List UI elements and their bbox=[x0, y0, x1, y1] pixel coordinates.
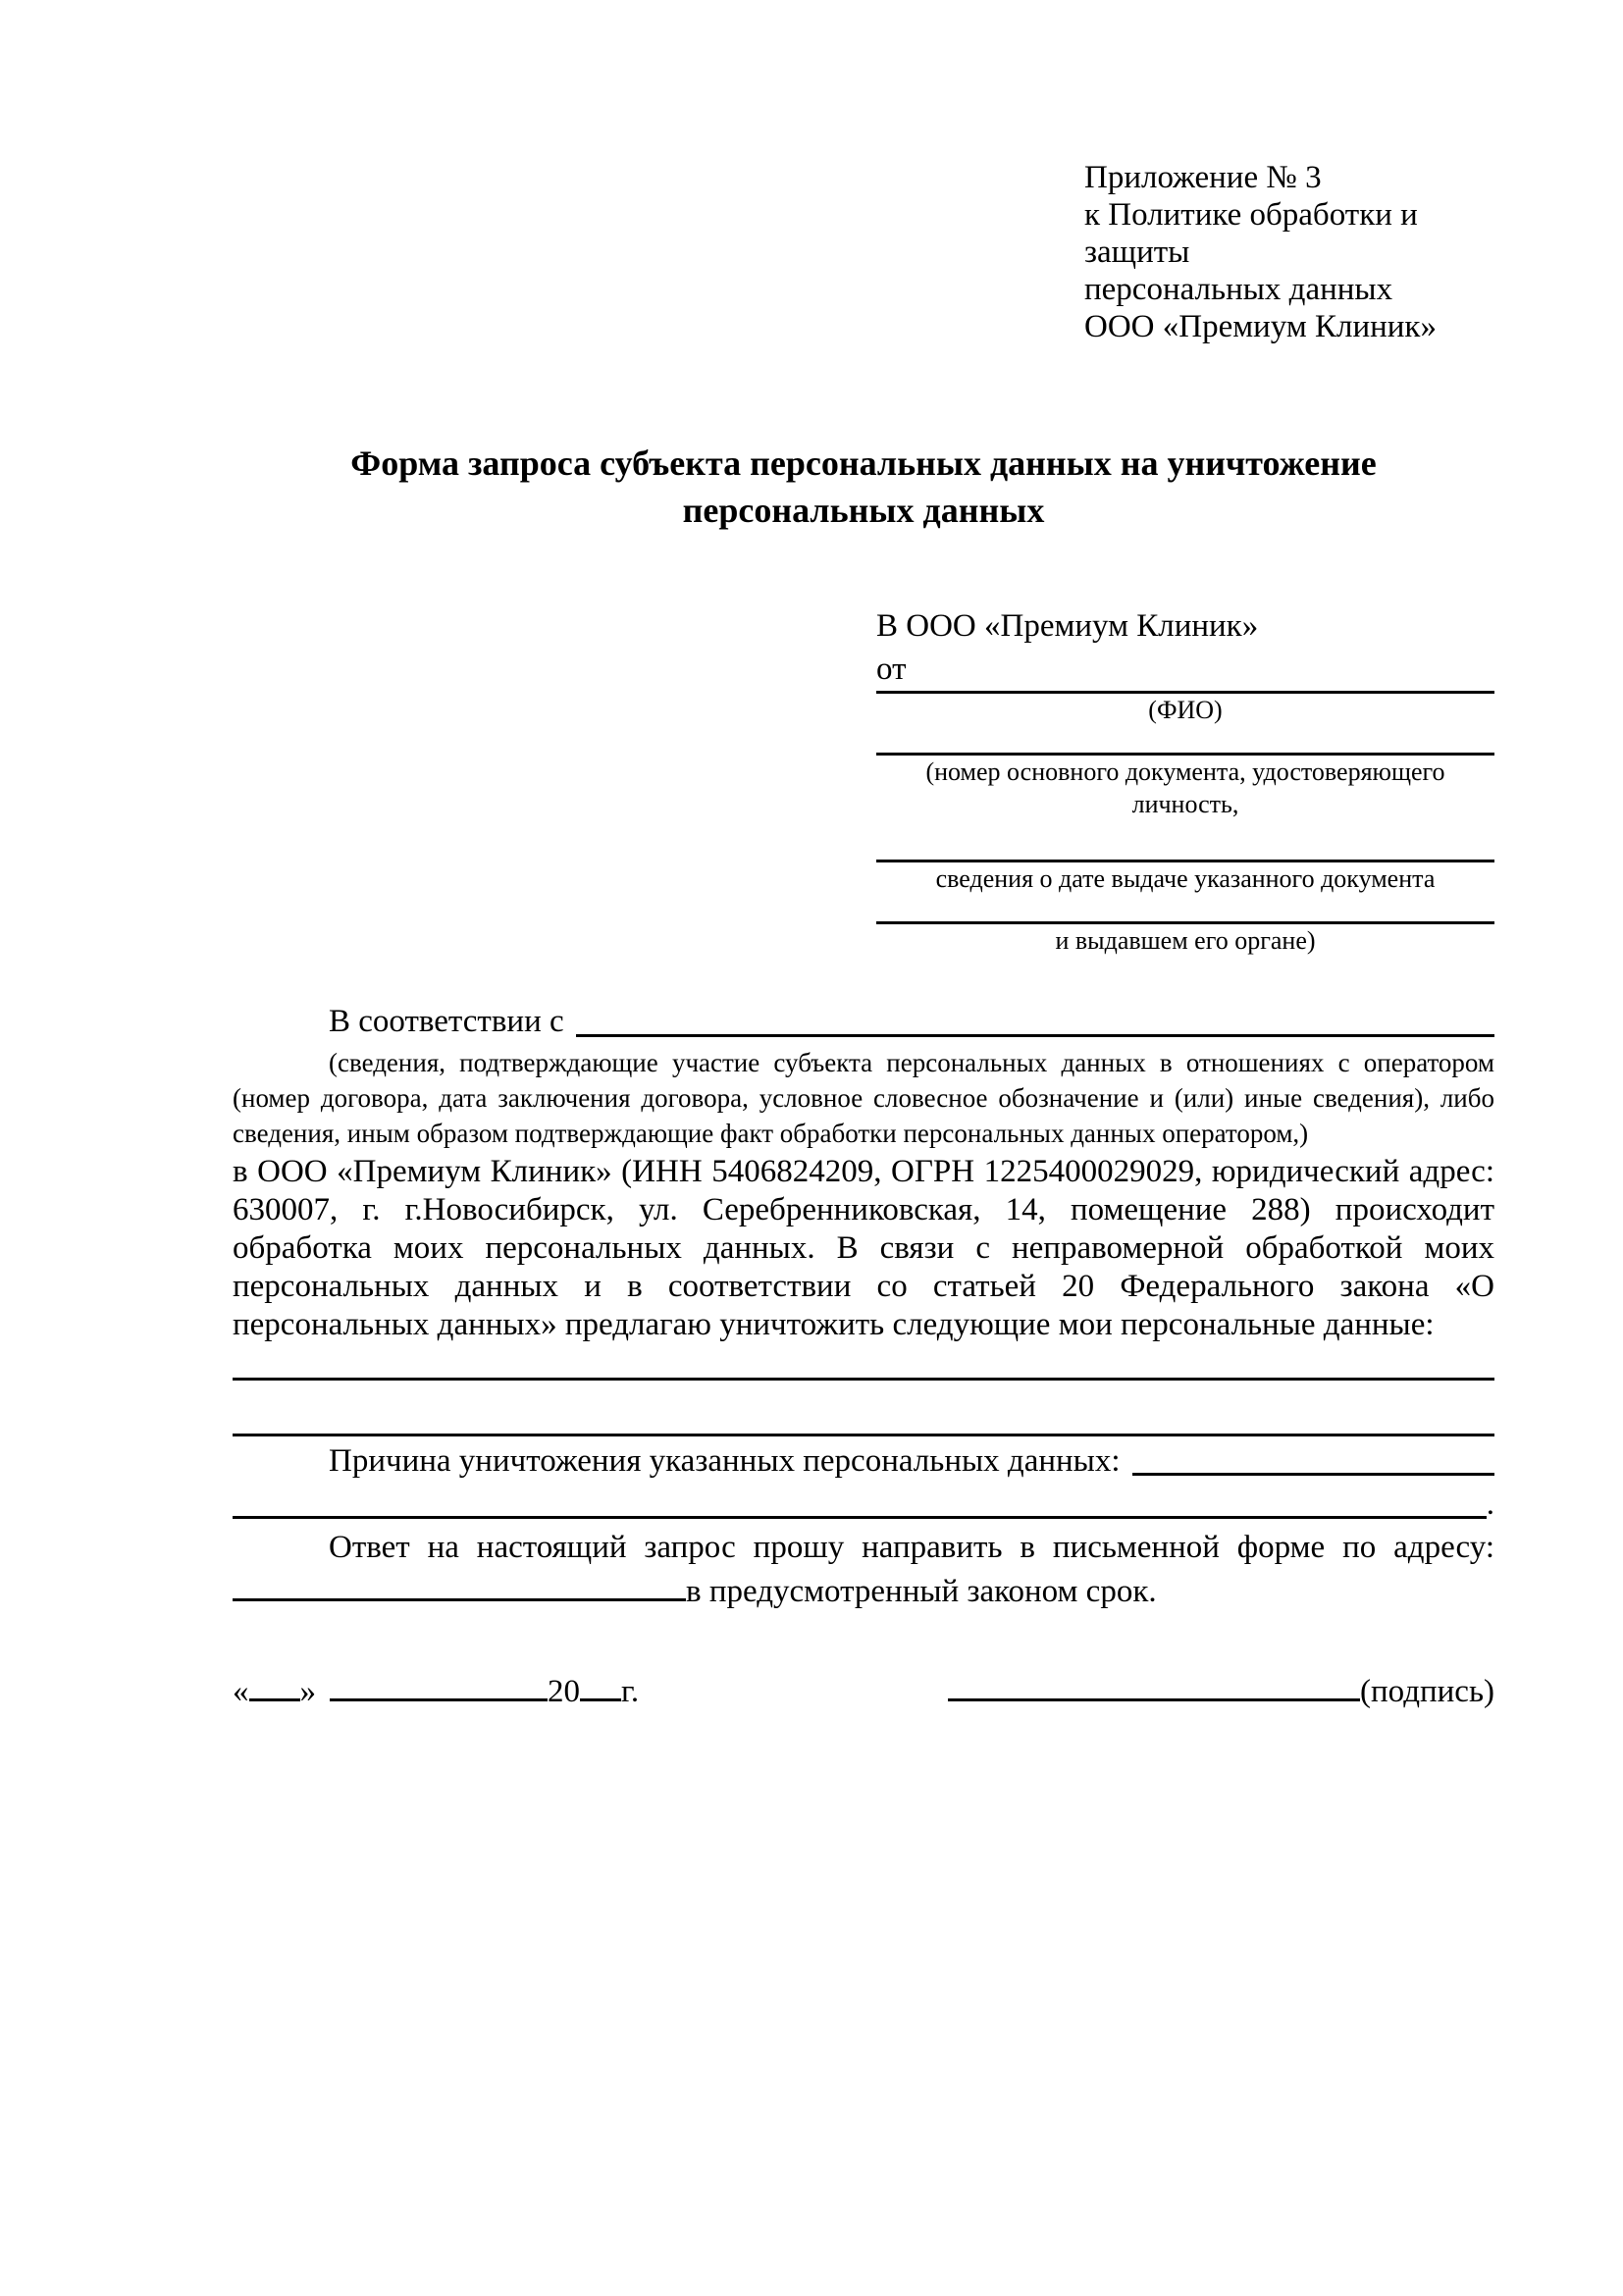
line-terminator: . bbox=[1486, 1487, 1494, 1522]
accordance-row bbox=[233, 998, 1494, 1043]
appendix-header-line-3: персональных данных bbox=[1084, 272, 1393, 307]
reason-blank-line bbox=[1132, 1473, 1494, 1476]
appendix-header-line-4: ООО «Премиум Клиник» bbox=[1084, 309, 1437, 344]
response-request: Ответ на настоящий запрос прошу направить в письменной форме по адресу: bbox=[329, 1530, 1494, 1565]
main-paragraph: в ООО «Премиум Клиник» (ИНН 5406824209, ОГРН 1225400029029, юридический адрес: 630007, г. г.Новосибирск, ул. Серебренниковская, 14, помещение 288) происходит обработка моих персональных данных. В связи с неправомерной обработкой моих персональных данных и в соответствии со статьей 20 Федерального закона «О персональных данных» предлагаю уничтожить следующие мои персональные данные: bbox=[233, 1154, 1494, 1342]
date-quote-close: » bbox=[299, 1674, 316, 1709]
accordance-label: В соответствии с bbox=[329, 1004, 564, 1039]
document-title: Форма запроса субъекта персональных данных на уничтожение персональных данных bbox=[350, 444, 1377, 530]
reason-continuation-row bbox=[233, 1482, 1494, 1525]
accordance-note: (сведения, подтверждающие участие субъекта персональных данных в отношениях с оператором (номер договора, дата заключения договора, условное словесное обозначение и (или) иные сведения), либо сведения, иным образом подтверждающие факт обработки персональных данных оператором,) bbox=[233, 1048, 1494, 1148]
appendix-header bbox=[1084, 159, 1494, 345]
year-prefix: 20 bbox=[548, 1674, 580, 1709]
reason-label: Причина уничтожения указанных персональных данных: bbox=[329, 1443, 1121, 1479]
date-signature-row bbox=[233, 1670, 1494, 1713]
year-suffix: г. bbox=[621, 1674, 640, 1709]
response-address-row bbox=[233, 1568, 1494, 1615]
doc-number-caption: (номер основного документа, удостоверяющего личность, bbox=[925, 757, 1445, 818]
day-blank-line bbox=[249, 1695, 300, 1701]
year-blank-line bbox=[580, 1695, 621, 1701]
reason-blank-line-2 bbox=[233, 1516, 1487, 1519]
signature-group bbox=[948, 1670, 1494, 1713]
addressee-from: от bbox=[876, 652, 907, 687]
addressee-to: В ООО «Премиум Клиник» bbox=[876, 608, 1259, 644]
addressee-block bbox=[876, 604, 1494, 957]
date-quote-open: « bbox=[233, 1674, 249, 1709]
reason-row bbox=[233, 1438, 1494, 1482]
date-group bbox=[233, 1670, 639, 1713]
appendix-header-line-1: Приложение № 3 bbox=[1084, 160, 1322, 195]
doc-issue-date-caption: сведения о дате выдаче указанного документа bbox=[935, 864, 1436, 893]
appendix-header-line-2: к Политике обработки и защиты bbox=[1084, 197, 1418, 270]
personal-data-blank-line-1 bbox=[233, 1344, 1494, 1381]
month-blank-line bbox=[330, 1695, 548, 1701]
address-blank-line bbox=[233, 1594, 686, 1601]
accordance-blank-line bbox=[576, 1034, 1494, 1037]
doc-issuer-caption: и выдавшем его органе) bbox=[1055, 926, 1316, 955]
response-suffix: в предусмотренный законом срок. bbox=[686, 1574, 1157, 1609]
signature-caption: (подпись) bbox=[1360, 1674, 1494, 1709]
personal-data-blank-line-2 bbox=[233, 1381, 1494, 1436]
signature-blank-line bbox=[948, 1695, 1360, 1701]
fio-caption: (ФИО) bbox=[1148, 696, 1223, 724]
